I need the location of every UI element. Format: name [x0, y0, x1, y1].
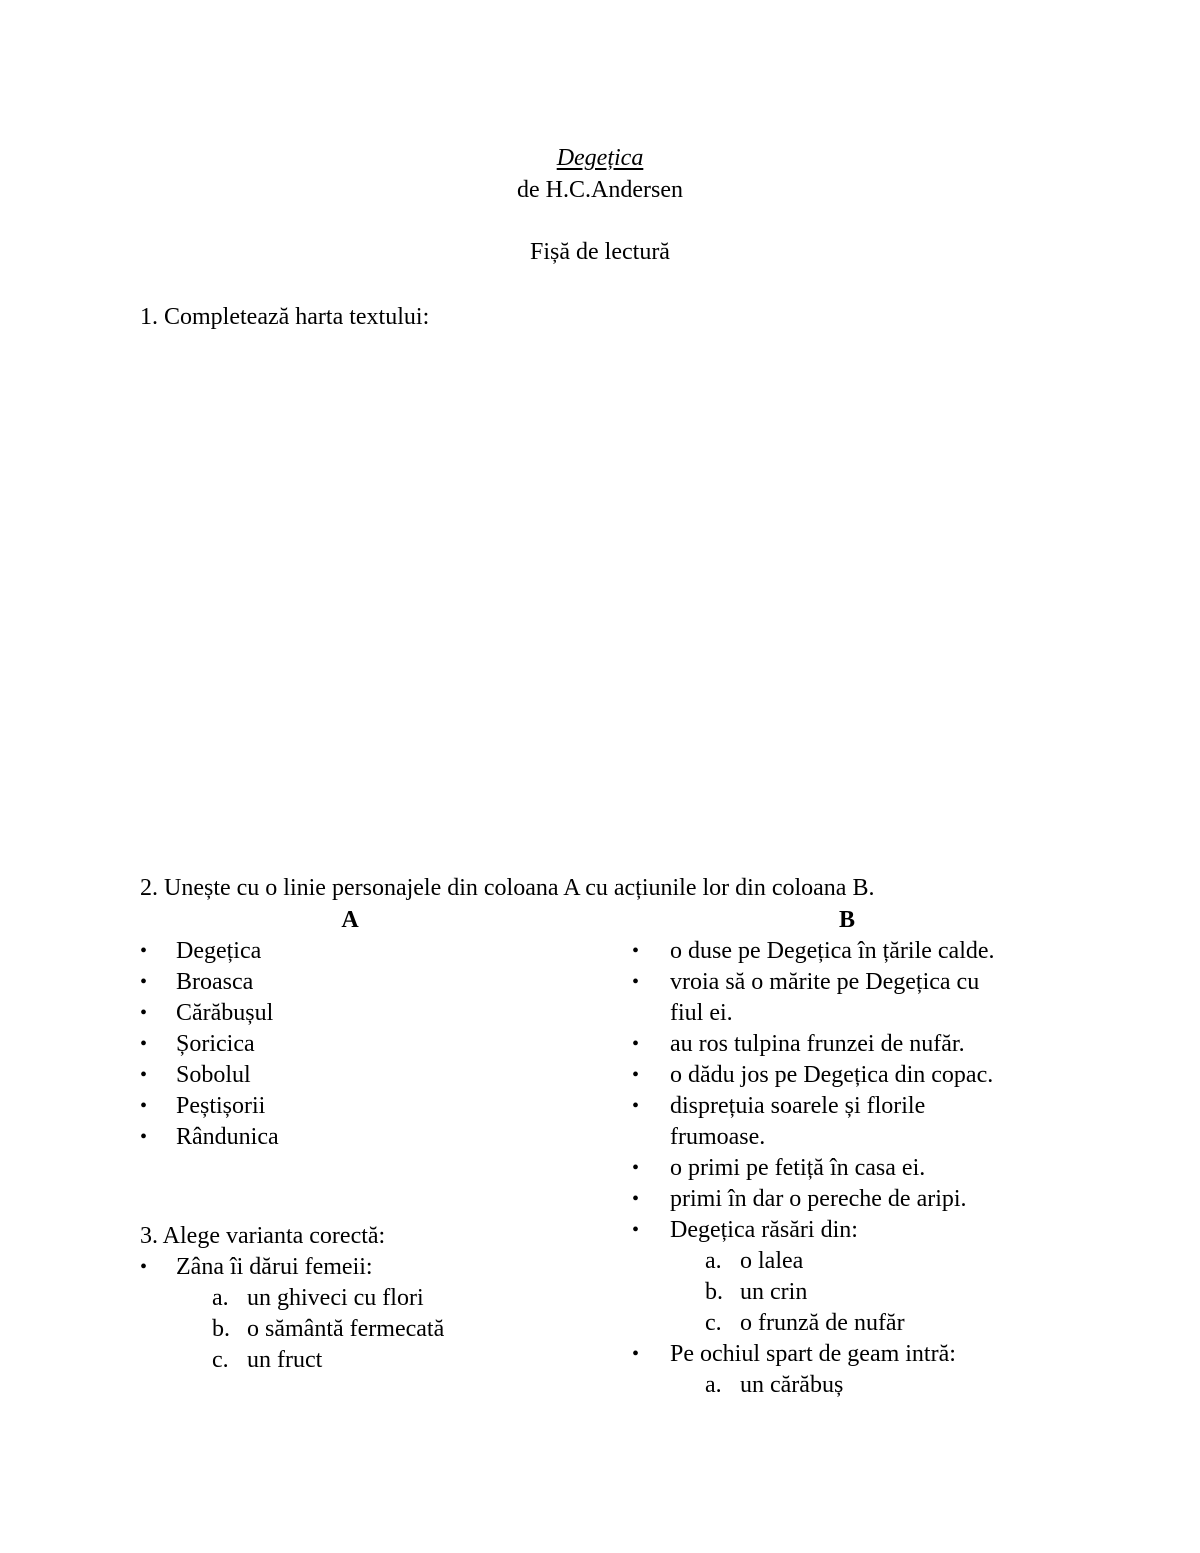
quiz-question — [632, 1215, 1062, 1246]
character-item-text: Degețica — [176, 938, 262, 964]
action-item-text: o duse pe Degețica în țările calde. — [670, 938, 995, 964]
option-letter: c. — [212, 1347, 229, 1373]
action-item-text: disprețuia soarele și florile — [670, 1093, 926, 1119]
character-item-text: Cărăbușul — [176, 1000, 274, 1026]
character-item — [140, 1091, 560, 1122]
column-a — [140, 905, 560, 1153]
option-item — [632, 1308, 1062, 1339]
column-b — [632, 905, 1062, 1401]
option-item — [140, 1314, 560, 1345]
option-letter: a. — [705, 1248, 722, 1274]
option-item — [632, 1277, 1062, 1308]
column-b-header: B — [838, 907, 855, 933]
option-text: o lalea — [740, 1248, 804, 1274]
character-item — [140, 1029, 560, 1060]
bullet-icon: • — [140, 1002, 148, 1024]
option-letter: c. — [705, 1310, 722, 1336]
bullet-icon: • — [632, 940, 640, 962]
question-2-text: 2. Unește cu o linie personajele din coloana A cu acțiunile lor din coloana B. — [140, 875, 875, 901]
option-text: un ghiveci cu flori — [247, 1285, 424, 1311]
quiz-question — [140, 1252, 560, 1283]
bullet-icon: • — [632, 1095, 640, 1117]
action-item — [632, 1153, 1062, 1184]
option-text: un fruct — [247, 1347, 323, 1373]
document-title: Degețica — [556, 145, 644, 171]
bullet-icon: • — [140, 971, 148, 993]
option-letter: b. — [705, 1279, 723, 1305]
question-3-block — [140, 1221, 560, 1376]
action-item-text: o primi pe fetiță în casa ei. — [670, 1155, 926, 1181]
action-item — [632, 1091, 1062, 1122]
option-letter: a. — [212, 1285, 229, 1311]
question-3-text: 3. Alege varianta corectă: — [140, 1223, 386, 1249]
bullet-icon: • — [632, 1064, 640, 1086]
action-item — [632, 936, 1062, 967]
character-item — [140, 936, 560, 967]
action-item — [632, 1029, 1062, 1060]
option-letter: b. — [212, 1316, 230, 1342]
bullet-icon: • — [140, 1256, 148, 1278]
bullet-icon: • — [140, 1064, 148, 1086]
option-letter: a. — [705, 1372, 722, 1398]
option-item — [140, 1283, 560, 1314]
option-item — [140, 1345, 560, 1376]
quiz-question-text: Zâna îi dărui femeii: — [176, 1254, 373, 1280]
character-item-text: Broasca — [176, 969, 254, 995]
option-text: o sământă fermecată — [247, 1316, 445, 1342]
action-item-text: primi în dar o pereche de aripi. — [670, 1186, 967, 1212]
action-item-continuation — [632, 998, 1062, 1029]
action-item — [632, 1184, 1062, 1215]
bullet-icon: • — [632, 1219, 640, 1241]
bullet-icon: • — [140, 1095, 148, 1117]
character-item — [140, 998, 560, 1029]
question-1-text: 1. Completează harta textului: — [140, 304, 430, 330]
action-item-text: au ros tulpina frunzei de nufăr. — [670, 1031, 965, 1057]
option-item — [632, 1370, 1062, 1401]
option-item — [632, 1246, 1062, 1277]
character-item-text: Rândunica — [176, 1124, 279, 1150]
action-item-continuation — [632, 1122, 1062, 1153]
document-author: de H.C.Andersen — [517, 177, 683, 203]
action-item-continuation-text: fiul ei. — [670, 1000, 733, 1026]
action-item-text: vroia să o mărite pe Degețica cu — [670, 969, 980, 995]
quiz-question — [632, 1339, 1062, 1370]
quiz-question-text: Degețica răsări din: — [670, 1217, 858, 1243]
character-item-text: Peștișorii — [176, 1093, 266, 1119]
bullet-icon: • — [140, 1033, 148, 1055]
option-text: o frunză de nufăr — [740, 1310, 905, 1336]
quiz-question-text: Pe ochiul spart de geam intră: — [670, 1341, 956, 1367]
bullet-icon: • — [140, 1126, 148, 1148]
option-text: un cărăbuș — [740, 1372, 844, 1398]
option-text: un crin — [740, 1279, 808, 1305]
character-item — [140, 1122, 560, 1153]
document-subtitle: Fișă de lectură — [530, 239, 670, 265]
action-item-text: o dădu jos pe Degețica din copac. — [670, 1062, 994, 1088]
bullet-icon: • — [632, 1033, 640, 1055]
bullet-icon: • — [632, 1188, 640, 1210]
character-item-text: Șoricica — [176, 1031, 255, 1057]
action-item — [632, 1060, 1062, 1091]
character-item — [140, 1060, 560, 1091]
bullet-icon: • — [632, 1157, 640, 1179]
action-item-continuation-text: frumoase. — [670, 1124, 766, 1150]
action-item — [632, 967, 1062, 998]
character-item-text: Sobolul — [176, 1062, 251, 1088]
text-map-blank-area — [140, 340, 1060, 860]
bullet-icon: • — [632, 971, 640, 993]
character-item — [140, 967, 560, 998]
bullet-icon: • — [140, 940, 148, 962]
column-a-header: A — [341, 907, 359, 933]
bullet-icon: • — [632, 1343, 640, 1365]
